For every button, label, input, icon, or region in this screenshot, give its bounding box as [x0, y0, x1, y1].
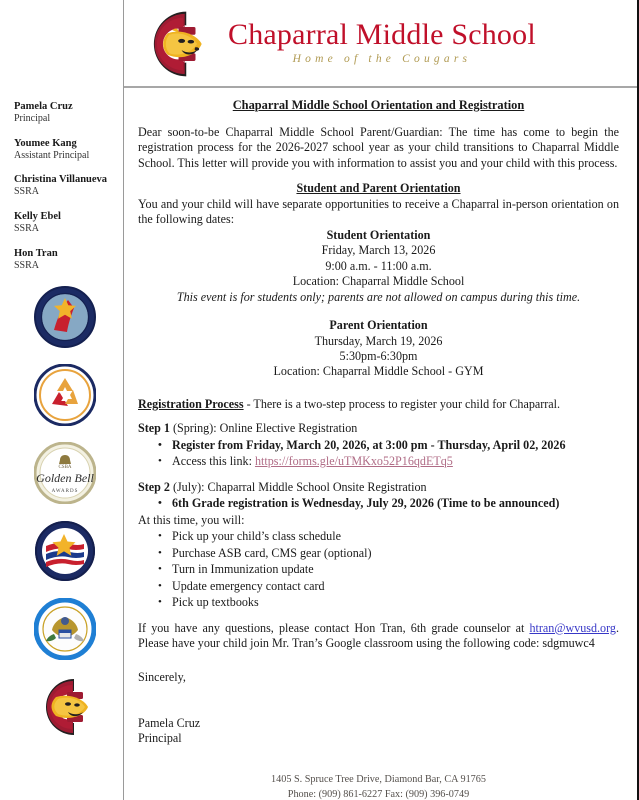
staff-entry — [14, 247, 115, 273]
student-orientation-heading: Student Orientation — [326, 227, 431, 242]
header-sidebar-spacer — [0, 0, 124, 88]
cougar-c-logo-icon — [138, 7, 216, 81]
step-1-title: (Spring): Online Elective Registration — [169, 421, 358, 436]
step-2-label: Step 2 — [138, 479, 170, 494]
staff-role: SSRA — [14, 186, 40, 198]
svg-text:CSBA: CSBA — [57, 465, 72, 471]
list-item: • Register from Friday, March 20, 2026, at 3:00 pm - Thursday, April 02, 2026 — [172, 438, 619, 453]
parent-orientation-location: Location: Chaparral Middle School - GYM — [273, 364, 484, 379]
access-link-prefix: Access this link: — [172, 454, 255, 469]
parent-orientation-time: 5:30pm-6:30pm — [339, 348, 418, 363]
orientation-intro: You and your child will have separate opportunities to receive a Chaparral in-person orientation on the following dates: — [138, 196, 619, 227]
registration-process-line — [138, 397, 619, 412]
csba-golden-bell-awards-seal-icon — [34, 442, 96, 504]
list-item: • Turn in Immunization update — [172, 562, 619, 577]
staff-role: SSRA — [14, 223, 40, 234]
staff-name: Youmee Kang — [14, 137, 77, 149]
elective-registration-link[interactable]: https://forms.gle/uTMKxo52P16qdETq5 — [254, 454, 453, 469]
list-item: • Pick up your child’s class schedule — [172, 529, 619, 544]
school-title-block — [216, 19, 536, 70]
page-title: Chaparral Middle School Orientation and Registration — [232, 98, 525, 112]
staff-name: Pamela Cruz — [14, 101, 73, 112]
california-exemplary-arts-education-program-seal-icon — [34, 286, 96, 348]
step-1-heading — [138, 421, 619, 436]
staff-entry — [14, 210, 115, 236]
staff-name: Kelly Ebel — [14, 210, 61, 222]
document-body — [0, 88, 637, 800]
contact-paragraph — [138, 621, 619, 652]
step-2-primary-bullet — [138, 496, 619, 511]
list-item: • 6th Grade registration is Wednesday, July 29, 2026 (Time to be announced) — [172, 496, 619, 511]
sidebar — [0, 88, 124, 800]
header-branding — [124, 0, 637, 88]
document-header — [0, 0, 637, 88]
contact-prefix: If you have any questions, please contact Hon Tran, 6th grade counselor at — [138, 620, 530, 635]
staff-name: Christina Villanueva — [14, 174, 108, 186]
staff-role: Principal — [14, 113, 51, 125]
list-item: • Update emergency contact card — [172, 579, 619, 594]
staff-role: Assistant Principal — [14, 149, 90, 161]
step-2-list-intro: At this time, you will: — [138, 512, 245, 527]
student-orientation-date: Friday, March 13, 2026 — [321, 243, 436, 258]
staff-role: SSRA — [14, 259, 40, 271]
list-item — [172, 454, 619, 469]
staff-name: Hon Tran — [14, 247, 58, 259]
contact-suffix: . Please have your child join Mr. Tran’s Google classroom using the following code: sdgmuwc4 — [138, 620, 619, 650]
california-distinguished-school-recycling-seal-icon — [34, 364, 96, 426]
list-item: • Purchase ASB card, CMS gear (optional) — [172, 546, 619, 561]
staff-entry — [14, 173, 115, 199]
us-department-of-education-seal-icon — [34, 598, 96, 660]
step-2-heading — [138, 480, 619, 495]
staff-entry — [14, 137, 115, 163]
step-1-bullets — [138, 438, 619, 470]
signature-title: Principal — [138, 731, 182, 746]
parent-orientation-date: Thursday, March 19, 2026 — [314, 333, 443, 348]
footer-address: 1405 S. Spruce Tree Drive, Diamond Bar, CA 91765 — [271, 773, 486, 785]
staff-list — [14, 100, 115, 272]
step-2-title: (July): Chaparral Middle School Onsite Registration — [169, 479, 427, 494]
footer-phone-fax: Phone: (909) 861-6227 Fax: (909) 396-0749 — [287, 788, 470, 800]
cougar-c-logo-icon — [34, 676, 96, 738]
registration-process-label: Registration Process — [138, 396, 244, 411]
svg-text:AWARDS: AWARDS — [51, 489, 78, 495]
staff-entry — [14, 100, 115, 126]
school-name: Chaparral Middle School — [228, 17, 536, 51]
list-item: • Pick up textbooks — [172, 595, 619, 610]
student-orientation-note: This event is for students only; parents are not allowed on campus during this time. — [176, 289, 581, 304]
svg-text:Golden Bell: Golden Bell — [35, 471, 94, 486]
orientation-heading: Student and Parent Orientation — [296, 181, 461, 196]
counselor-email-link[interactable]: htran@wvusd.org — [529, 620, 616, 635]
step-2-task-list — [138, 529, 619, 610]
award-seals — [14, 286, 115, 738]
signature-name: Pamela Cruz — [138, 715, 201, 730]
school-tagline: Home of the Cougars — [292, 53, 472, 66]
letter-content — [124, 88, 637, 800]
document-footer — [138, 773, 619, 800]
california-distinguished-school-seal-icon — [34, 520, 96, 582]
header-divider — [124, 86, 637, 88]
parent-orientation-heading: Parent Orientation — [329, 318, 428, 333]
step-1-label: Step 1 — [138, 421, 170, 436]
student-orientation-time: 9:00 a.m. - 11:00 a.m. — [325, 258, 432, 273]
intro-paragraph: Dear soon-to-be Chaparral Middle School Parent/Guardian: The time has come to begin the registration process for the 2026-2027 school year as your child transitions to Chaparral Middle School. This letter will provide you with information to assist you and your child with this process. — [138, 124, 619, 170]
student-orientation-location: Location: Chaparral Middle School — [292, 274, 465, 289]
closing-salutation: Sincerely, — [138, 670, 186, 685]
registration-process-intro: - There is a two-step process to register your child for Chaparral. — [243, 396, 561, 411]
